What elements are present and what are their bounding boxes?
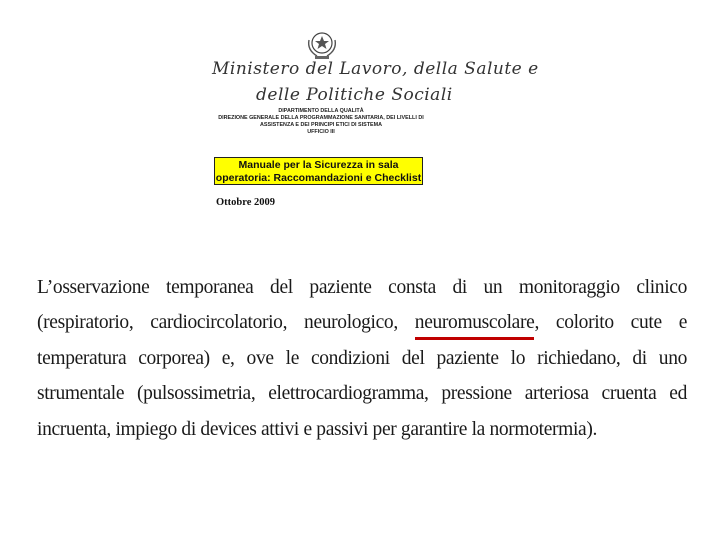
department-line: DIREZIONE GENERALE DELLA PROGRAMMAZIONE SANITARIA, DEI LIVELLI DI [218,115,424,121]
emblem-icon [303,28,341,62]
manual-title-box [214,157,423,185]
paragraph-text-before: L’osservazione temporanea del paziente consta di un monitoraggio clinico (respiratorio, cardiocircolatorio, neurologico, [37,276,687,333]
department-line: DIPARTIMENTO DELLA QUALITÀ [278,108,364,114]
paragraph-text-after: , colorito cute e temperatura corporea) e, ove le condizioni del paziente lo richiedano, di uno strumentale (pulsossimetria, elettrocardiogramma, pressione arteriosa cruenta ed incruenta, impiego di devices attivi e passivi per garantire la normotermia). [37,312,687,440]
publication-date: Ottobre 2009 [216,197,276,208]
manual-title-line2: operatoria: Raccomandazioni e Checklist [215,172,422,184]
department-line: UFFICIO III [307,129,335,135]
ministry-name-line2: delle Politiche Sociali [256,85,453,105]
manual-title-line1: Manuale per la Sicurezza in sala [238,159,399,171]
department-line: ASSISTENZA E DEI PRINCIPI ETICI DI SISTEMA [259,122,382,128]
body-paragraph [37,270,687,448]
ministry-name-line1: Ministero del Lavoro, della Salute e [212,59,539,79]
highlighted-term: neuromuscolare [415,305,535,341]
